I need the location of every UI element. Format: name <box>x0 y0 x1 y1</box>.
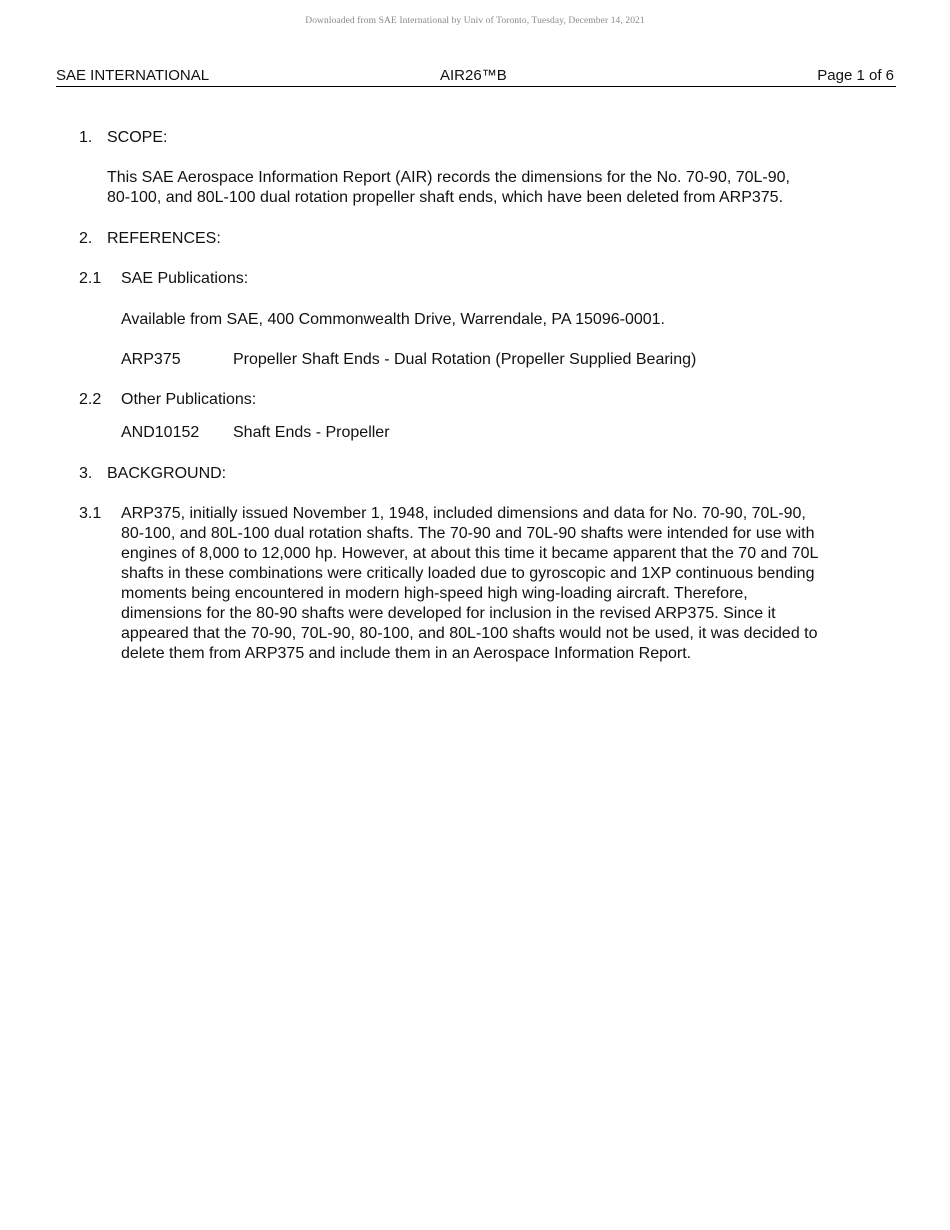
header-organization: SAE INTERNATIONAL <box>56 67 210 84</box>
download-watermark: Downloaded from SAE International by Univ of Toronto, Tuesday, December 14, 2021 <box>305 16 645 26</box>
section-2-1-number: 2.1 <box>79 270 102 287</box>
section-2-1-availability: Available from SAE, 400 Commonwealth Drive, Warrendale, PA 15096-0001. <box>121 311 665 328</box>
header-document-id: AIR26™B <box>440 67 507 84</box>
reference-title-and10152: Shaft Ends - Propeller <box>233 424 390 441</box>
section-3-heading: BACKGROUND: <box>107 465 227 482</box>
reference-code-arp375: ARP375 <box>121 351 181 368</box>
reference-title-arp375: Propeller Shaft Ends - Dual Rotation (Propeller Supplied Bearing) <box>233 351 697 368</box>
section-1-heading: SCOPE: <box>107 129 168 146</box>
page-header <box>56 66 896 87</box>
section-2-number: 2. <box>79 230 93 247</box>
section-2-2-number: 2.2 <box>79 391 102 408</box>
section-3-1-line-3: engines of 8,000 to 12,000 hp. However, at about this time it became apparent that the 70 and 70L <box>121 545 819 562</box>
section-2-2-heading: Other Publications: <box>121 391 257 408</box>
reference-code-and10152: AND10152 <box>121 424 200 441</box>
section-1-number: 1. <box>79 129 93 146</box>
section-3-1-line-2: 80-100, and 80L-100 dual rotation shafts. The 70-90 and 70L-90 shafts were intended for use with <box>121 525 815 542</box>
section-1-line-1: This SAE Aerospace Information Report (AIR) records the dimensions for the No. 70-90, 70L-90, <box>107 169 790 186</box>
header-page-number: Page 1 of 6 <box>817 67 894 84</box>
section-3-1-line-6: dimensions for the 80-90 shafts were developed for inclusion in the revised ARP375. Since it <box>121 605 776 622</box>
section-1-line-2: 80-100, and 80L-100 dual rotation propeller shaft ends, which have been deleted from ARP375. <box>107 189 784 206</box>
section-3-1-number: 3.1 <box>79 505 102 522</box>
section-3-number: 3. <box>79 465 93 482</box>
section-2-heading: REFERENCES: <box>107 230 221 247</box>
section-2-1-heading: SAE Publications: <box>121 270 249 287</box>
section-3-1-line-7: appeared that the 70-90, 70L-90, 80-100, and 80L-100 shafts would not be used, it was decided to <box>121 625 818 642</box>
section-3-1-line-1: ARP375, initially issued November 1, 1948, included dimensions and data for No. 70-90, 70L-90, <box>121 505 806 522</box>
section-3-1-line-4: shafts in these combinations were critically loaded due to gyroscopic and 1XP continuous bending <box>121 565 815 582</box>
section-3-1-line-8: delete them from ARP375 and include them in an Aerospace Information Report. <box>121 645 692 662</box>
section-3-1-line-5: moments being encountered in modern high-speed high wing-loading aircraft. Therefore, <box>121 585 748 602</box>
